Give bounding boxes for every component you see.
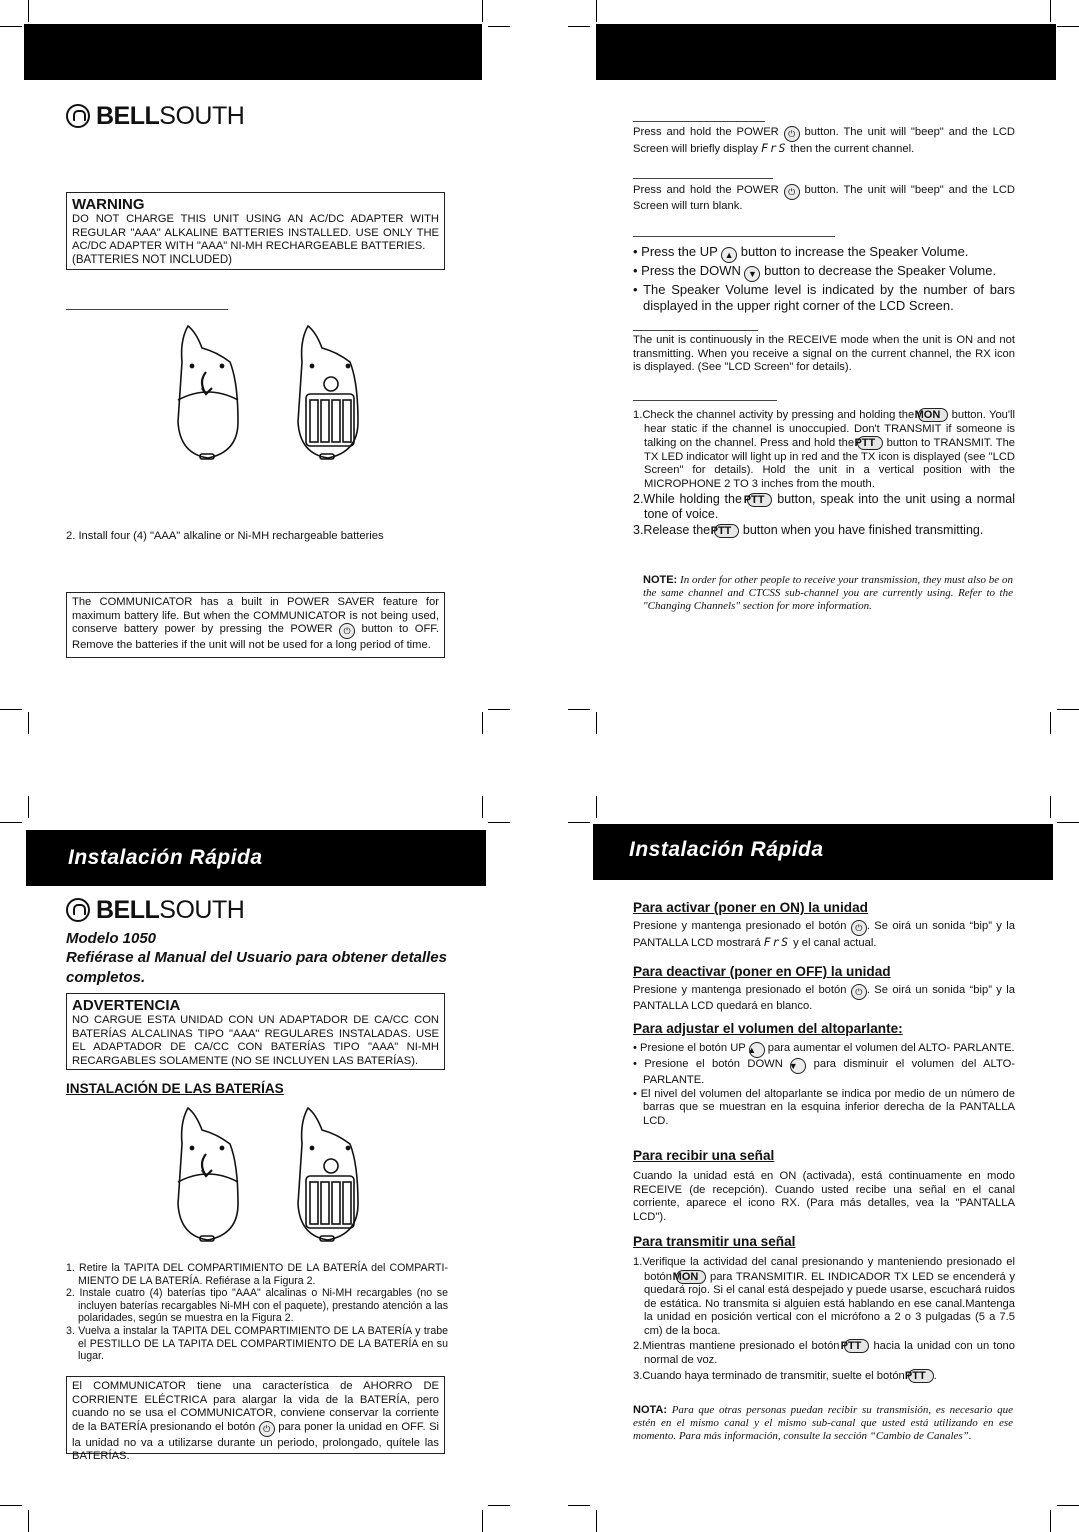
mon-button-icon: MON — [918, 408, 949, 422]
page-title: Instalación Rápida — [629, 838, 824, 861]
warning-title: ADVERTENCIA — [72, 997, 181, 1014]
transmit-heading: Para transmitir una señal — [633, 1234, 796, 1249]
power-off-text: Press and hold the POWER ⏻ button. The unit will "beep" and the LCD Screen will turn blank. — [633, 184, 1016, 212]
lcd-frs-display: FrS — [761, 142, 788, 155]
down-arrow-icon: ▼ — [790, 1058, 806, 1074]
transmit-steps: 1.Verifique la actividad del canal presionando y manteniendo presionado el botón MON para TRANSMITIR. EL INDICADOR TX LED se encenderá y quedará rojo. Si el canal está despejado y puede usarse, escuchará ruidos de estática. No transmita si alguien está hablando en ese canal.Mantenga la unidad en posición vertical con el micrófono a 2 o 3 pulgadas (5 a 7.5 cm) de la boca. 2.Mientras mantiene presionado el botón PTT hacia la unidad con un tono normal de voz. 3.Cuando haya terminado de transmitir, suelte el botón PTT . — [633, 1256, 1016, 1382]
power-saver-box: The COMMUNICATOR has a built in POWER SAVER feature for maximum battery life. But when the COMMUNICATOR is not being used, conserve battery power by pressing the POWER ⏻ button to OFF. Remove the batteries if the unit will not be used for a long period of time. — [66, 592, 445, 658]
power-off-heading: Para deactivar (poner en OFF) la unidad — [633, 964, 891, 979]
list-item: 2. Instale cuatro (4) baterías tipo "AAA" alcalinas o Ni-MH recargables (no se incluyen baterías recargables Ni-MH con el paquete), prestando atención a las polaridades, según se muestra en la Figura 2. — [66, 1287, 448, 1325]
section-rule — [633, 178, 773, 179]
volume-heading: Para adjustar el volumen del altoparlante: — [633, 1021, 903, 1036]
power-on-text: Presione y mantenga presionado el botón ⏻ . Se oirá un sonida “bip” y la PANTALLA LCD mostrará FrS y el canal actual. — [633, 920, 1015, 949]
model-number: Modelo 1050 — [66, 930, 157, 947]
section-rule — [633, 236, 835, 237]
power-on-text: Press and hold the POWER ⏻ button. The unit will "beep" and the LCD Screen will briefly display FrS then the current channel. — [633, 126, 1016, 155]
ptt-button-icon: PTT — [908, 1369, 934, 1383]
ptt-button-icon: PTT — [844, 1339, 870, 1353]
warning-text: DO NOT CHARGE THIS UNIT USING AN AC/DC ADAPTER WITH REGULAR "AAA" ALKALINE BATTERIES INSTALLED. USE ONLY THE AC/DC ADAPTER WITH "AAA" NI-MH RECHARGEABLE BATTERIES. — [72, 213, 439, 252]
power-icon: ⏻ — [851, 920, 867, 936]
ptt-button-icon: PTT — [714, 524, 740, 538]
header-bar-bottom-right — [593, 824, 1053, 880]
header-bar-top-left — [24, 24, 482, 80]
ptt-button-icon: PTT — [747, 493, 773, 507]
section-rule — [633, 121, 765, 122]
power-on-heading: Para activar (poner en ON) la unidad — [633, 900, 868, 915]
power-icon: ⏻ — [259, 1421, 275, 1437]
power-saver-box: El COMMUNICATOR tiene una característica de AHORRO DE CORRIENTE ELÉCTRICA para alargar la vida de la BATERÍA, pero cuando no se usa el COMMUNICATOR, conviene conservar la corriente de la BATERÍA presionando el botón ⏻ para poner la unidad en OFF. Si la unidad no va a utilizarse durante un periodo, prolongado, quítele las BATERÍAS. — [66, 1376, 445, 1454]
volume-list: • Presione el botón UP ▲ para aumentar el volumen del ALTO- PARLANTE. • Presione el botón DOWN ▼ para disminuir el volumen del ALTO- PARLANTE. • El nivel del volumen del altoparlante se indica por medio de un número de barras que se muestran en la esquina inferior derecha de la PANTALLA LCD. — [633, 1042, 1015, 1127]
up-arrow-icon: ▲ — [749, 1042, 765, 1058]
down-arrow-icon: ▼ — [744, 266, 760, 282]
refer-manual: Refiérase al Manual del Usuario para obtener detalles completos. — [66, 949, 447, 986]
power-icon: ⏻ — [784, 126, 800, 142]
install-steps — [66, 1262, 448, 1363]
up-arrow-icon: ▲ — [721, 247, 737, 263]
receive-text: Cuando la unidad está en ON (activada), está continuamente en modo RECEIVE (de recepción). Cuando usted recibe una señal en el canal corriente, aparece el icono RX. (Para más detalles, vea la "PANTALLA LCD"). — [633, 1170, 1015, 1223]
ptt-button-icon: PTT — [857, 436, 883, 450]
power-off-text: Presione y mantenga presionado el botón ⏻ . Se oirá un sonida “bip” y la PANTALLA LCD quedará en blanco. — [633, 984, 1015, 1012]
receive-heading: Para recibir una señal — [633, 1148, 775, 1163]
install-step-2: 2. Install four (4) "AAA" alkaline or Ni-MH rechargeable batteries — [66, 530, 384, 542]
mon-button-icon: MON — [676, 1270, 707, 1284]
page-title: Instalación Rápida — [68, 846, 263, 869]
power-icon: ⏻ — [851, 984, 867, 1000]
note-text: NOTE: In order for other people to receive your transmission, they must also be on the same channel and CTCSS sub-channel you are currently using. Refer to the "Changing Channels" section for more information. — [643, 574, 1013, 612]
power-icon: ⏻ — [784, 184, 800, 200]
warning-title: WARNING — [72, 196, 145, 213]
battery-install-heading: INSTALACIÓN DE LAS BATERÍAS — [66, 1081, 284, 1096]
header-bar-top-right — [596, 24, 1056, 80]
power-icon: ⏻ — [339, 623, 355, 639]
note-text: NOTA: Para que otras personas puedan recibir su transmisión, es necesario que estén en el mismo canal y el mismo sub-canal que usted está utilizando en ese momento. Para más información, consulte la sección “Cambio de Canales”. — [633, 1404, 1013, 1442]
bell-icon — [66, 898, 90, 922]
header-bar-bottom-left — [26, 830, 486, 886]
lcd-frs-display: FrS — [763, 936, 790, 949]
section-rule — [633, 400, 777, 401]
section-rule — [633, 330, 758, 331]
warning-text-2: (BATTERIES NOT INCLUDED) — [72, 253, 232, 266]
list-item: 1. Retire la TAPITA DEL COMPARTIMIENTO DE LA BATERÍA del COMPARTI- MIENTO DE LA BATERÍA. Refiérase a la Figura 2. — [66, 1262, 448, 1287]
list-item: 3. Vuelva a instalar la TAPITA DEL COMPARTIMIENTO DE LA BATERÍA y trabe el PESTILLO DE LA TAPITA DEL COMPARTIMIENTO DE LA BATERÍA en su lugar. — [66, 1324, 448, 1363]
receive-text: The unit is continuously in the RECEIVE mode when the unit is ON and not transmitting. When you receive a signal on the current channel, the RX icon is displayed. (See "LCD Screen" for details). — [633, 334, 1015, 373]
advertencia-box — [66, 993, 445, 1070]
battery-figure-top — [172, 322, 372, 464]
bellsouth-logo: BELL SOUTH — [66, 896, 244, 924]
volume-list: • Press the UP ▲ button to increase the Speaker Volume. • Press the DOWN ▼ button to decrease the Speaker Volume. • The Speaker Volume level is indicated by the number of bars displayed in the upper right corner of the LCD Screen. — [633, 244, 1015, 313]
bellsouth-logo: BELL SOUTH — [66, 102, 244, 130]
warning-text: NO CARGUE ESTA UNIDAD CON UN ADAPTADOR DE CA/CC CON BATERÍAS ALCALINAS TIPO "AAA" REGULARES INSTALADAS. USE EL ADAPTADOR DE CA/CC CON BATERÍAS TIPO "AAA" NI-MH RECARGABLES SOLAMENTE (NO SE INCLUYEN LAS BATERÍAS). — [72, 1014, 439, 1067]
battery-figure-bottom — [172, 1104, 372, 1246]
warning-box — [66, 192, 445, 270]
transmit-steps: 1.Check the channel activity by pressing and holding the MON button. You'll hear static if the channel is unoccupied. Don't TRANSMIT if someone is talking on the channel. Press and hold the PTT button to TRANSMIT. The TX LED indicator will light up in red and the TX icon is displayed (see "LCD Screen" for details). Hold the unit in a vertical position with the MICROPHONE 2 TO 3 inches from the mouth. 2.While holding the PTT button, speak into the unit using a normal tone of voice. 3.Release the PTT button when you have finished transmitting. — [633, 409, 1016, 537]
section-rule — [66, 309, 228, 310]
bell-icon — [66, 104, 90, 128]
